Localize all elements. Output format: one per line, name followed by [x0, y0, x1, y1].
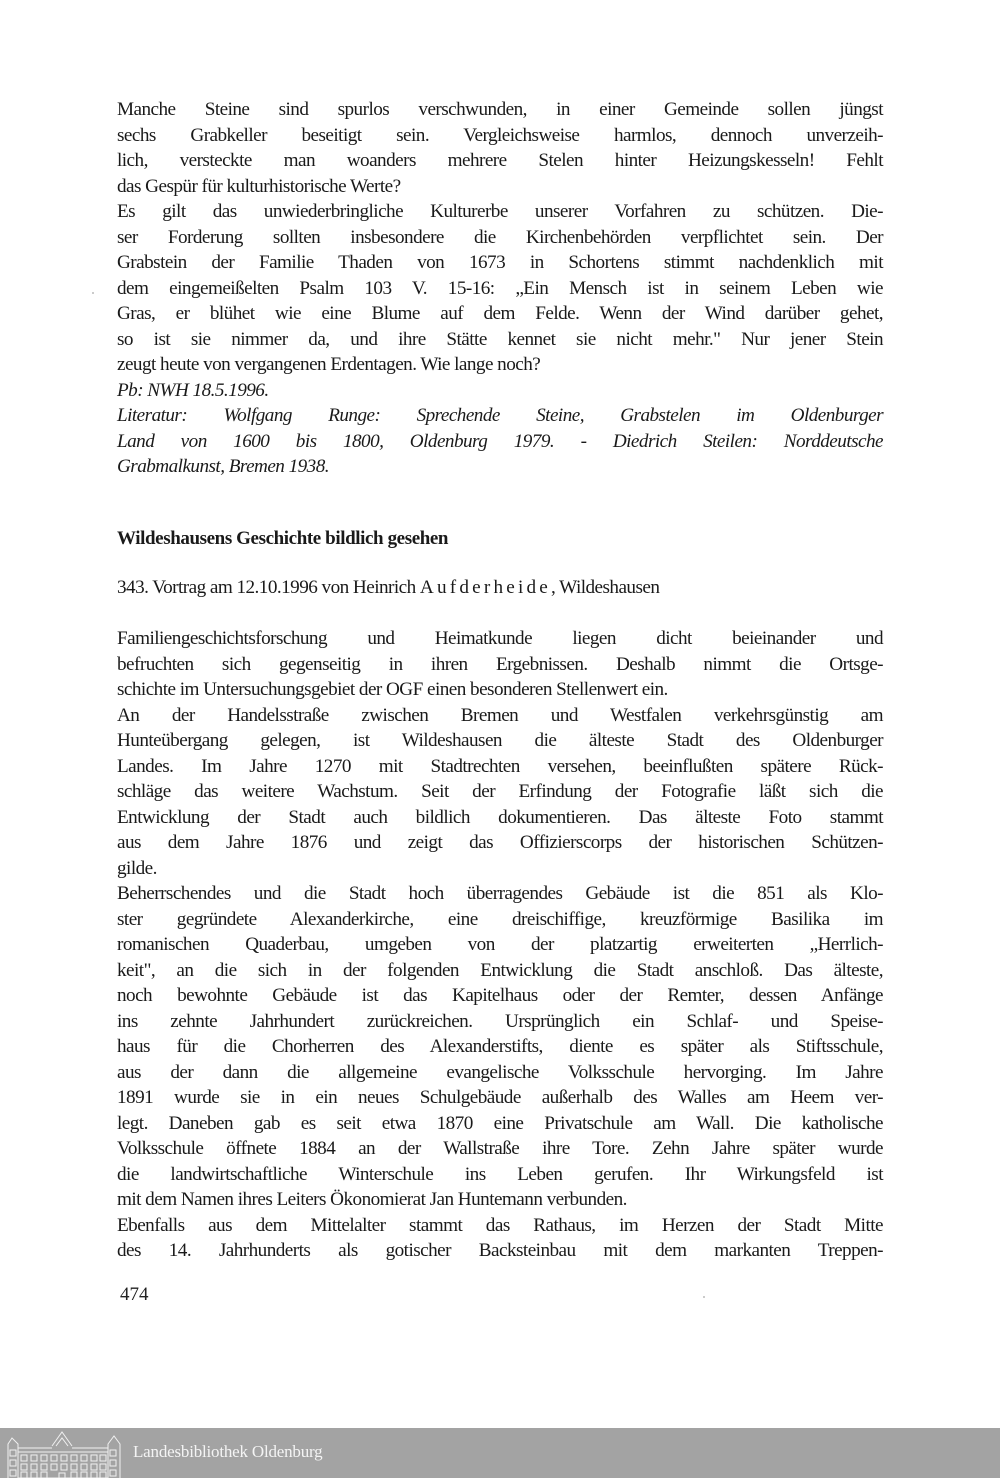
scan-speck [703, 1296, 705, 1298]
lecture-prefix: 343. Vortrag am 12.10.1996 von Heinrich [117, 577, 420, 598]
text-line: Familiengeschichtsforschung und Heimatkunde liegen dicht beieinander und [117, 628, 883, 649]
text-line: mit dem Namen ihres Leiters Ökonomierat Jan Huntemann verbunden. [117, 1189, 627, 1210]
text-line: dem eingemeißelten Psalm 103 V. 15-16: „Ein Mensch ist in seinem Leben wie [117, 277, 883, 299]
section-title: Wildeshausens Geschichte bildlich gesehen [117, 528, 449, 549]
text-line: ser Forderung sollten insbesondere die Kirchenbehörden verpflichtet sein. Der [117, 226, 883, 248]
literature-line: Land von 1600 bis 1800, Oldenburg 1979. - Diedrich Steilen: Norddeutsche [117, 430, 883, 452]
text-line: keit", an die sich in der folgenden Entwicklung die Stadt anschloß. Das älteste, [117, 959, 883, 981]
literature-line: Grabmalkunst, Bremen 1938. [117, 456, 330, 477]
literature-line: Literatur: Wolfgang Runge: Sprechende Steine, Grabstelen im Oldenburger [117, 405, 883, 426]
text-line: Grabstein der Familie Thaden von 1673 in Schortens stimmt nachdenklich mit [117, 252, 883, 273]
text-line: noch bewohnte Gebäude ist das Kapitelhaus oder der Remter, dessen Anfänge [117, 985, 883, 1006]
source-citation: Pb: NWH 18.5.1996. [117, 379, 269, 401]
text-line: befruchten sich gegenseitig in ihren Ergebnissen. Deshalb nimmt die Ortsge- [117, 653, 883, 675]
text-line: ster gegründete Alexanderkirche, eine dreischiffige, kreuzförmige Basilika im [117, 908, 883, 930]
text-line: haus für die Chorherren des Alexanderstifts, diente es später als Stiftsschule, [117, 1036, 883, 1057]
institution-name: Landesbibliothek Oldenburg [133, 1442, 323, 1461]
text-line: 1891 wurde sie in ein neues Schulgebäude außerhalb des Walles am Heem ver- [117, 1087, 883, 1108]
text-line: des 14. Jahrhunderts als gotischer Backsteinbau mit dem markanten Treppen- [117, 1240, 883, 1261]
lecture-info [117, 575, 883, 601]
text-line: Volksschule öffnete 1884 an der Wallstraße ihre Tore. Zehn Jahre später wurde [117, 1138, 883, 1159]
text-line: aus der dann die allgemeine evangelische Volksschule hervorging. Im Jahre [117, 1061, 883, 1083]
footer-bar [0, 1428, 1000, 1478]
page-number: 474 [120, 1284, 149, 1305]
text-line: das Gespür für kulturhistorische Werte? [117, 175, 401, 197]
text-line: so ist sie nimmer da, und ihre Stätte kennet sie nicht mehr." Nur jener Stein [117, 328, 883, 350]
text-line: zeugt heute von vergangenen Erdentagen. Wie lange noch? [117, 354, 541, 375]
text-line: gilde. [117, 857, 157, 879]
text-line: Ebenfalls aus dem Mittelalter stammt das Rathaus, im Herzen der Stadt Mitte [117, 1214, 883, 1236]
text-line: Landes. Im Jahre 1270 mit Stadtrechten versehen, beeinflußten spätere Rück- [117, 755, 883, 777]
text-line: legt. Daneben gab es seit etwa 1870 eine Privatschule am Wall. Die katholische [117, 1112, 883, 1134]
scan-speck [92, 292, 94, 294]
text-line: schläge das weitere Wachstum. Seit der Erfindung der Fotografie läßt sich die [117, 781, 883, 802]
text-line: romanischen Quaderbau, umgeben von der platzartig erweiterten „Herrlich- [117, 934, 883, 955]
text-line: Gras, er blühet wie eine Blume auf dem Felde. Wenn der Wind darüber gehet, [117, 303, 883, 324]
text-line: An der Handelsstraße zwischen Bremen und Westfalen verkehrsgünstig am [117, 704, 883, 726]
text-line: Entwicklung der Stadt auch bildlich dokumentieren. Das älteste Foto stammt [117, 806, 883, 828]
text-line: aus dem Jahre 1876 und zeigt das Offizierscorps der historischen Schützen- [117, 832, 883, 853]
text-line: schichte im Untersuchungsgebiet der OGF einen besonderen Stellenwert ein. [117, 679, 668, 700]
text-line: lich, versteckte man woanders mehrere Stelen hinter Heizungskesseln! Fehlt [117, 150, 883, 171]
text-line: Manche Steine sind spurlos verschwunden, in einer Gemeinde sollen jüngst [117, 99, 883, 120]
text-line: sechs Grabkeller beseitigt sein. Vergleichsweise harmlos, dennoch unverzeih- [117, 124, 883, 146]
speaker-surname: Aufderheide [419, 577, 551, 598]
library-building-icon [4, 1430, 124, 1478]
text-line: Es gilt das unwiederbringliche Kulturerbe unserer Vorfahren zu schützen. Die- [117, 201, 883, 222]
lecture-suffix: , Wildeshausen [551, 577, 660, 598]
text-line: die landwirtschaftliche Winterschule ins Leben gerufen. Ihr Wirkungsfeld ist [117, 1163, 883, 1185]
text-line: ins zehnte Jahrhundert zurückreichen. Ursprünglich ein Schlaf- und Speise- [117, 1010, 883, 1032]
text-line: Beherrschendes und die Stadt hoch überragendes Gebäude ist die 851 als Klo- [117, 883, 883, 904]
text-line: Hunteübergang gelegen, ist Wildeshausen die älteste Stadt des Oldenburger [117, 730, 883, 751]
